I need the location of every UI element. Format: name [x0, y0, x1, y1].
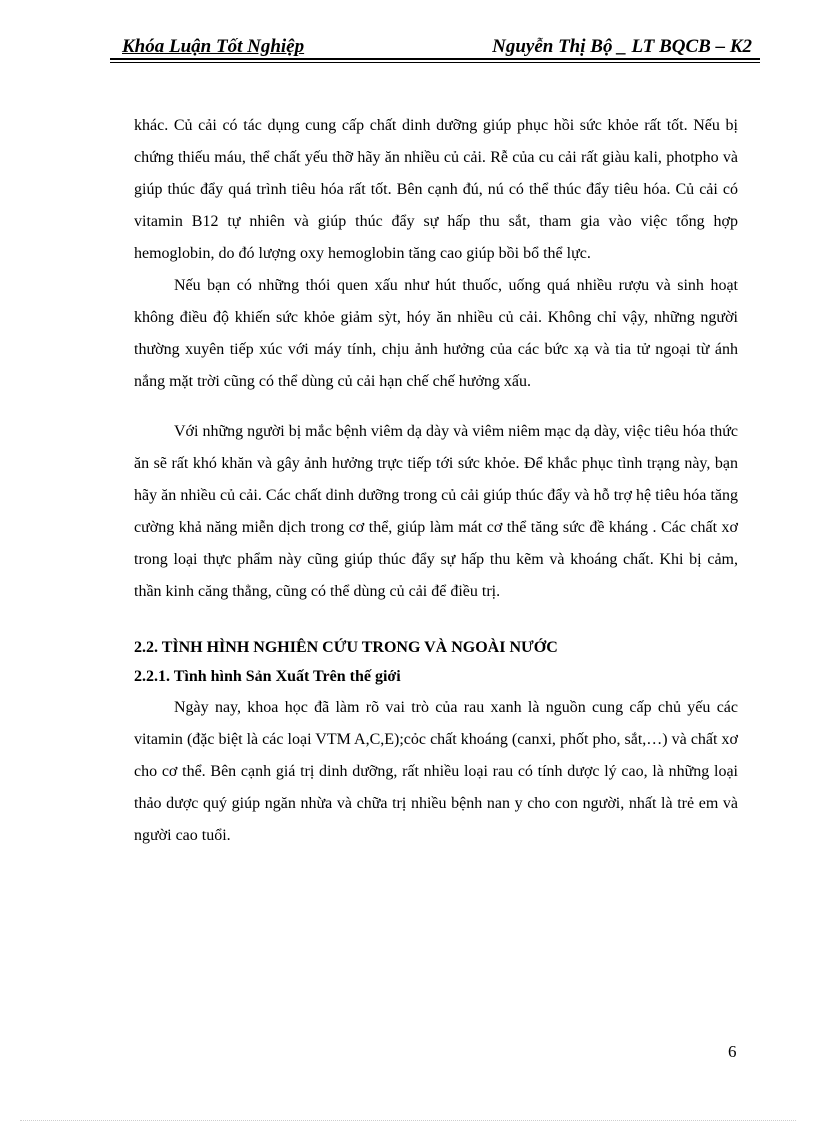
- header-rule-thin: [110, 62, 760, 63]
- paragraph-habits: Nếu bạn có những thói quen xấu như hút thuốc, uống quá nhiều rượu và sinh hoạt không điều độ khiến sức khỏe giảm sỳt, hóy ăn nhiều củ cải. Không chỉ vậy, những người thường xuyên tiếp xúc với máy tính, chịu ảnh hưởng của các bức xạ và tia tử ngoại từ ánh nắng mặt trời cũng có thể dùng củ cải hạn chế chế hưởng xấu.: [134, 277, 738, 390]
- subsection-heading: 2.2.1. Tình hình Sản Xuất Trên thế giới: [134, 668, 401, 685]
- section-heading: 2.2. TÌNH HÌNH NGHIÊN CỨU TRONG VÀ NGOÀI NƯỚC: [134, 639, 558, 656]
- header-title: Khóa Luận Tốt Nghiệp: [122, 36, 305, 57]
- header-author: Nguyễn Thị Bộ _ LT BQCB – K2: [492, 36, 752, 57]
- page-body: [134, 110, 738, 852]
- paragraph-continuation: khác. Củ cải có tác dụng cung cấp chất dinh dưỡng giúp phục hồi sức khỏe rất tốt. Nếu bị chứng thiếu máu, thể chất yếu thỡ hãy ăn nhiều củ cải. Rễ của cu cải rất giàu kali, photpho và giúp thúc đẩy quá trình tiêu hóa rất tốt. Bên cạnh đú, nú có thể thúc đẩy tiêu hóa. Củ cải có vitamin B12 tự nhiên và giúp thúc đẩy sự hấp thu sắt, tham gia vào việc tổng hợp hemoglobin, do đó lượng oxy hemoglobin tăng cao giúp bồi bổ thể lực.: [134, 117, 738, 262]
- paragraph-vegetables: Ngày nay, khoa học đã làm rõ vai trò của rau xanh là nguồn cung cấp chủ yếu các vitamin (đặc biệt là các loại VTM A,C,E);cỏc chất khoáng (canxi, phốt pho, sắt,…) và chất xơ cho cơ thể. Bên cạnh giá trị dinh dưỡng, rất nhiều loại rau có tính dược lý cao, là những loại thảo dược quý giúp ngăn nhừa và chữa trị nhiều bệnh nan y cho con người, nhất là trẻ em và người cao tuổi.: [134, 699, 738, 844]
- page-header: [110, 34, 760, 60]
- paragraph-digestion: Với những người bị mắc bệnh viêm dạ dày và viêm niêm mạc dạ dày, việc tiêu hóa thức ăn sẽ rất khó khăn và gây ảnh hưởng trực tiếp tới sức khỏe. Để khắc phục tình trạng này, bạn hãy ăn nhiều củ cải. Các chất dinh dưỡng trong củ cải giúp thúc đẩy và hỗ trợ hệ tiêu hóa tăng cường khả năng miễn dịch trong cơ thể, giúp làm mát cơ thể tăng sức đề kháng . Các chất xơ trong loại thực phẩm này cũng giúp thúc đẩy sự hấp thu kẽm và khoáng chất. Khi bị cảm, thần kinh căng thẳng, cũng có thể dùng củ cải để điều trị.: [134, 423, 738, 600]
- page-bottom-border: [20, 1120, 796, 1121]
- header-rule: [110, 58, 760, 60]
- page-number: 6: [728, 1042, 737, 1061]
